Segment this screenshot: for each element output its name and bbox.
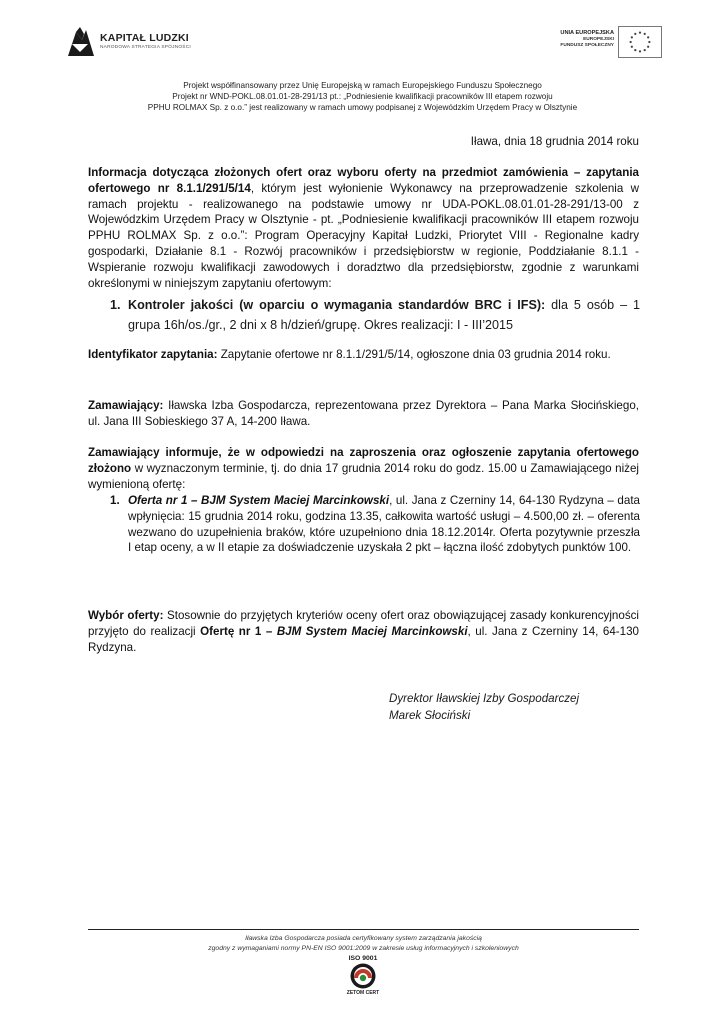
project-info-line: PPHU ROLMAX Sp. z o.o.” jest realizowany w ramach umowy podpisanej z Wojewódzkim Urzędem Pracy w Olsztynie [147,103,578,112]
training-item-text [128,295,640,335]
offer-item [110,493,640,556]
choice-text: Stosownie do przyjętych kryteriów oceny ofert oraz obowiązującej zasady konkurencyjności przyjęto do realizacji [88,609,639,638]
info-paragraph [88,445,639,492]
project-info-line: Projekt współfinansowany przez Unię Europejską w ramach Europejskiego Funduszu Społecznego [183,81,542,90]
iso-label: ISO 9001 [348,955,378,962]
choice-label: Wybór oferty: [88,609,164,622]
offer-text [128,493,640,556]
offer-number: 1. [110,494,120,507]
eu-flag-icon [618,26,662,58]
footer-line-1: Iławska Izba Gospodarcza posiada certyfikowany system zarządzania jakością [245,935,482,942]
orderer-text: Iławska Izba Gospodarcza, reprezentowana przez Dyrektora – Pana Marka Słocińskiego, ul. Jana III Sobieskiego 37 A, 14-200 Iława. [88,399,639,428]
offer-details: , ul. Jana z Czerniny 14, 64-130 Rydzyna – data wpłynięcia: 15 grudnia 2014 roku, godzina 13.35, całkowita wartość usługi – 4.500,00 zł. – oferenta wezwano do uzupełnienia braków, które uzupełniono dnia 18.12.2014r. Oferta pozytywnie przeszła I etap oceny, a w II etapie za doświadczenie uzyskała 2 pkt – łączna ilość zdobytych punktów 100. [128,494,641,555]
project-info-line: Projekt nr WND-POKL.08.01.01-28-291/13 pt.: „Podniesienie kwalifikacji pracowników III etapem rozwoju [172,92,553,101]
zetom-cert-icon [348,962,378,990]
training-item [110,295,640,335]
main-paragraph [88,165,639,291]
project-info [60,80,665,113]
kapital-ludzki-logo [66,26,216,58]
iso-certificate-logo [331,955,395,1003]
footer-line-2: zgodny z wymaganiami normy PN-EN ISO 9001:2009 w zakresie usług informacyjnych i szkoleniowych [208,945,519,952]
footer-text [88,934,639,954]
date-line: Iława, dnia 18 grudnia 2014 roku [470,135,639,148]
training-item-title: Kontroler jakości (w oparciu o wymagania standardów BRC i IFS): [128,298,546,312]
identifier-paragraph [88,347,639,363]
info-heading: Zamawiający informuje, że w odpowiedzi na zaproszenia oraz ogłoszenie zapytania ofertowego złożono [88,446,639,475]
main-paragraph-text: , którym jest wyłonienie Wykonawcy na przeprowadzenie szkolenia w ramach projektu - realizowanego na podstawie umowy nr UDA-POKL.08.01.01-28-291/13-00 z Wojewódzkim Urzędem Pracy w Olsztynie - pt. „Podniesienie kwalifikacji pracowników III etapem rozwoju PPHU ROLMAX Sp. z o.o.”: Program Operacyjny Kapitał Ludzki, Priorytet VIII - Regionalne kadry gospodarki, Działanie 8.1 - Rozwój pracowników i przedsiębiorstw w regionie, Poddziałanie 8.1.1 - Wspieranie rozwoju kwalifikacji zawodowych i doradztwo dla przedsiębiorstw, zgodnie z warunkami określonymi w niniejszym zapytaniu ofertowym: [88,181,640,290]
item-number: 1. [110,298,121,312]
signature-block [389,690,579,724]
choice-address: , ul. Jana z Czerniny 14, 64-130 Rydzyna. [88,624,639,654]
choice-paragraph [88,608,639,655]
signature-title: Dyrektor Iławskiej Izby Gospodarczej [389,692,580,705]
logo-subtitle: NARODOWA STRATEGIA SPÓJNOŚCI [100,45,191,50]
info-text: w wyznaczonym terminie, tj. do dnia 17 grudnia 2014 roku do godz. 15.00 u Zamawiającego niżej wymienioną ofertę: [88,461,639,491]
signature-name: Marek Słociński [389,709,471,722]
choice-offer-name: BJM System Maciej Marcinkowski [276,624,468,638]
orderer-label: Zamawiający: [88,399,164,412]
eu-logo-text: UNIA EUROPEJSKA EUROPEJSKI FUNDUSZ SPOŁECZNY [560,30,614,49]
cert-label: ZETOM CERT [346,990,380,996]
kapital-ludzki-emblem-icon [66,26,96,58]
choice-offer-number: Ofertę nr 1 – [200,624,277,638]
logo-title: KAPITAŁ LUDZKI [100,32,189,44]
eu-logo [540,26,662,58]
identifier-text: Zapytanie ofertowe nr 8.1.1/291/5/14, ogłoszone dnia 03 grudnia 2014 roku. [217,348,611,361]
main-paragraph-heading: Informacja dotycząca złożonych ofert oraz wyboru oferty na przedmiot zamówienia – zapytania ofertowego nr 8.1.1/291/5/14 [88,166,639,195]
footer-divider [88,929,639,930]
training-item-details: dla 5 osób – 1 grupa 16h/os./gr., 2 dni x 8 h/dzień/grupę. Okres realizacji: I - III’2015 [128,298,640,332]
identifier-label: Identyfikator zapytania: [88,348,218,361]
offer-title: Oferta nr 1 – BJM System Maciej Marcinkowski [128,494,390,507]
orderer-paragraph [88,398,639,430]
